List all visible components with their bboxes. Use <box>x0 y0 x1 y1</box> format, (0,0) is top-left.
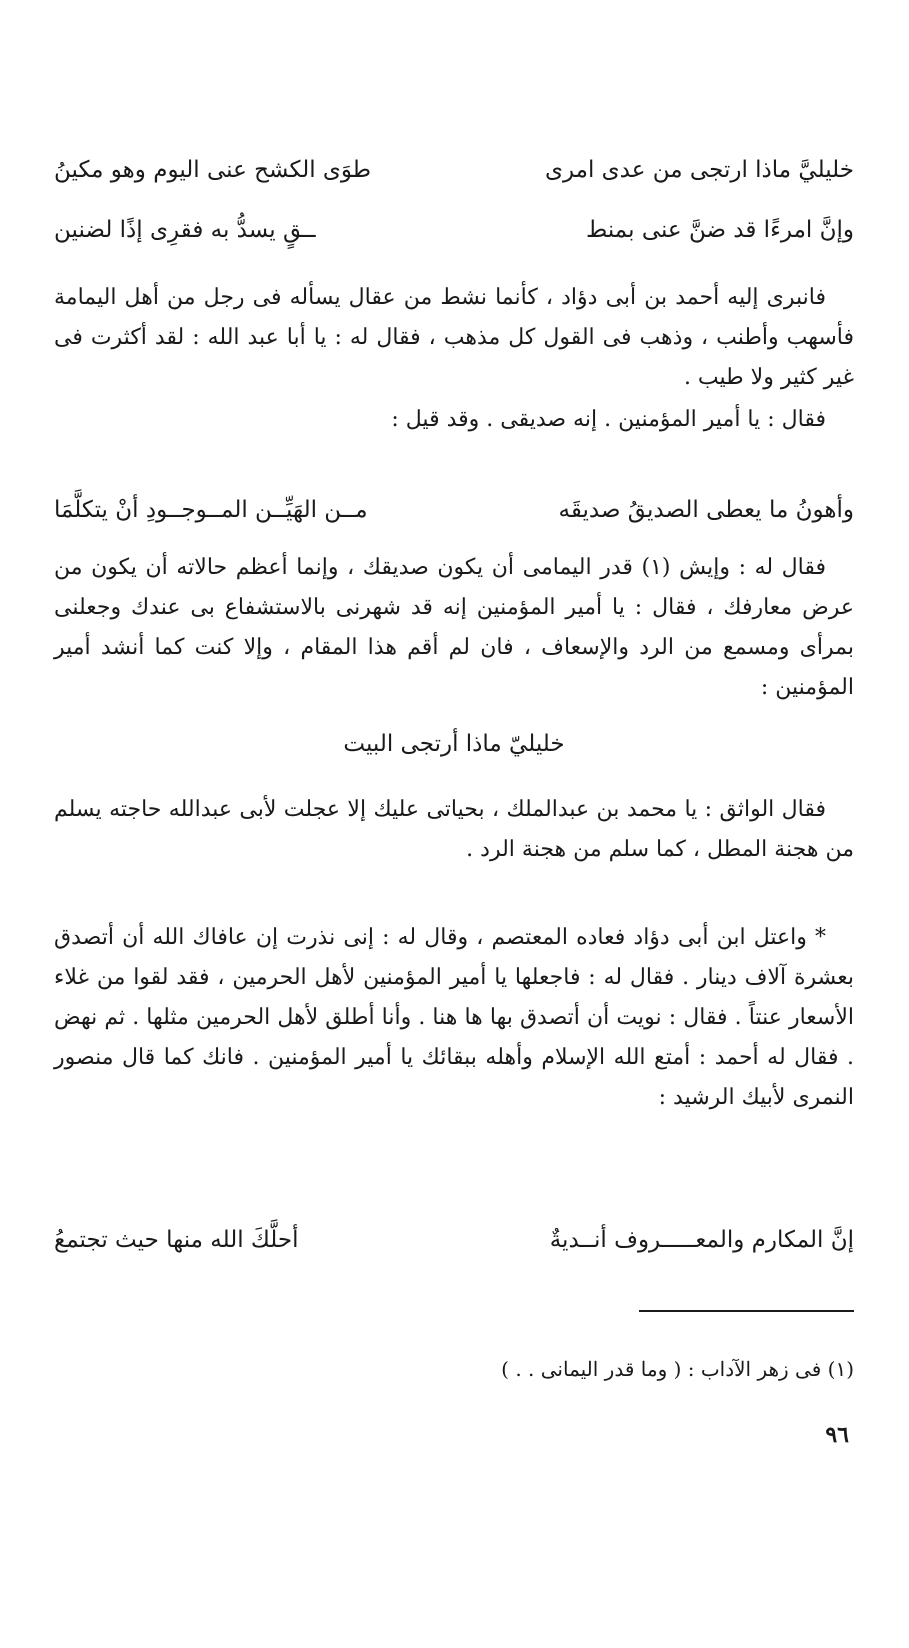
paragraph: * واعتل ابن أبى دؤاد فعاده المعتصم ، وقال له : إنى نذرت إن عافاك الله أن أتصدق بعشرة آلاف دينار . فقال له : فاجعلها يا أمير المؤمنين لأهل الحرمين ، فقد لقوا من غلاء الأسعار عنتاً . فقال : نويت أن أتصدق بها ها هنا . وأنا أطلق لأهل الحرمين مثلها . ثم نهض . فقال له أحمد : أمتع الله الإسلام وأهله ببقائك يا أمير المؤمنين . فانك كما قال منصور النمرى لأبيك الرشيد : <box>54 925 854 1110</box>
verse-second-hemistich: طوَى الكشح عنى اليوم وهو مكينُ <box>54 157 372 183</box>
verse-second-hemistich: ــقٍ يسدُّ به فقرِى إذًا لضنين <box>54 217 316 243</box>
footnote: (١) فى زهر الآداب : ( وما قدر اليمانى . . ) <box>501 1357 854 1381</box>
verse-first-hemistich: وأهونُ ما يعطى الصديقُ صديقَه <box>558 497 854 523</box>
paragraph: فقال : يا أمير المؤمنين . إنه صديقى . وقد قيل : <box>391 407 826 432</box>
verse-line <box>54 148 854 192</box>
centered-verse: خليليّ ماذا أرتجى البيت <box>343 731 565 757</box>
verse-first-hemistich: إنَّ المكارم والمعـــــروف أنــديةٌ <box>549 1227 854 1253</box>
paragraph: فانبرى إليه أحمد بن أبى دؤاد ، كأنما نشط من عقال يسأله فى رجل من أهل اليمامة فأسهب وأطنب ، وذهب فى القول كل مذهب ، فقال له : يا أبا عبد الله : لقد أكثرت فى غير كثير ولا طيب . <box>54 285 854 390</box>
verse-line <box>54 488 854 532</box>
verse-line <box>54 1218 854 1262</box>
prose-block <box>54 918 854 1118</box>
verse-second-hemistich: أحلَّكَ الله منها حيث تجتمعُ <box>54 1227 299 1253</box>
prose-block <box>54 548 854 708</box>
page-number: ٩٦ <box>825 1422 849 1448</box>
prose-block <box>54 278 854 440</box>
verse-first-hemistich: خليليَّ ماذا ارتجى من عدى امرى <box>544 157 854 183</box>
verse-second-hemistich: مــن الهَيِّــن المــوجــودِ أنْ يتكلَّمَا <box>54 497 368 523</box>
verse-first-hemistich: وإنَّ امرءًا قد ضنَّ عنى بمنط <box>586 217 854 243</box>
paragraph: فقال له : وإيش (١) قدر اليمامى أن يكون صديقك ، وإنما أعظم حالاته أن يكون من عرض معارفك ، فقال : يا أمير المؤمنين إنه قد شهرنى بالاستشفاع بى عندك وجعلنى بمرأى ومسمع من الرد والإسعاف ، فان لم أقم هذا المقام ، وإلا كنت كما أنشد أمير المؤمنين : <box>54 555 854 700</box>
verse-line <box>54 208 854 252</box>
footnote-divider <box>639 1310 854 1312</box>
paragraph: فقال الواثق : يا محمد بن عبدالملك ، بحياتى عليك إلا عجلت لأبى عبدالله حاجته يسلم من هجنة المطل ، كما سلم من هجنة الرد . <box>54 797 854 862</box>
prose-block <box>54 790 854 870</box>
